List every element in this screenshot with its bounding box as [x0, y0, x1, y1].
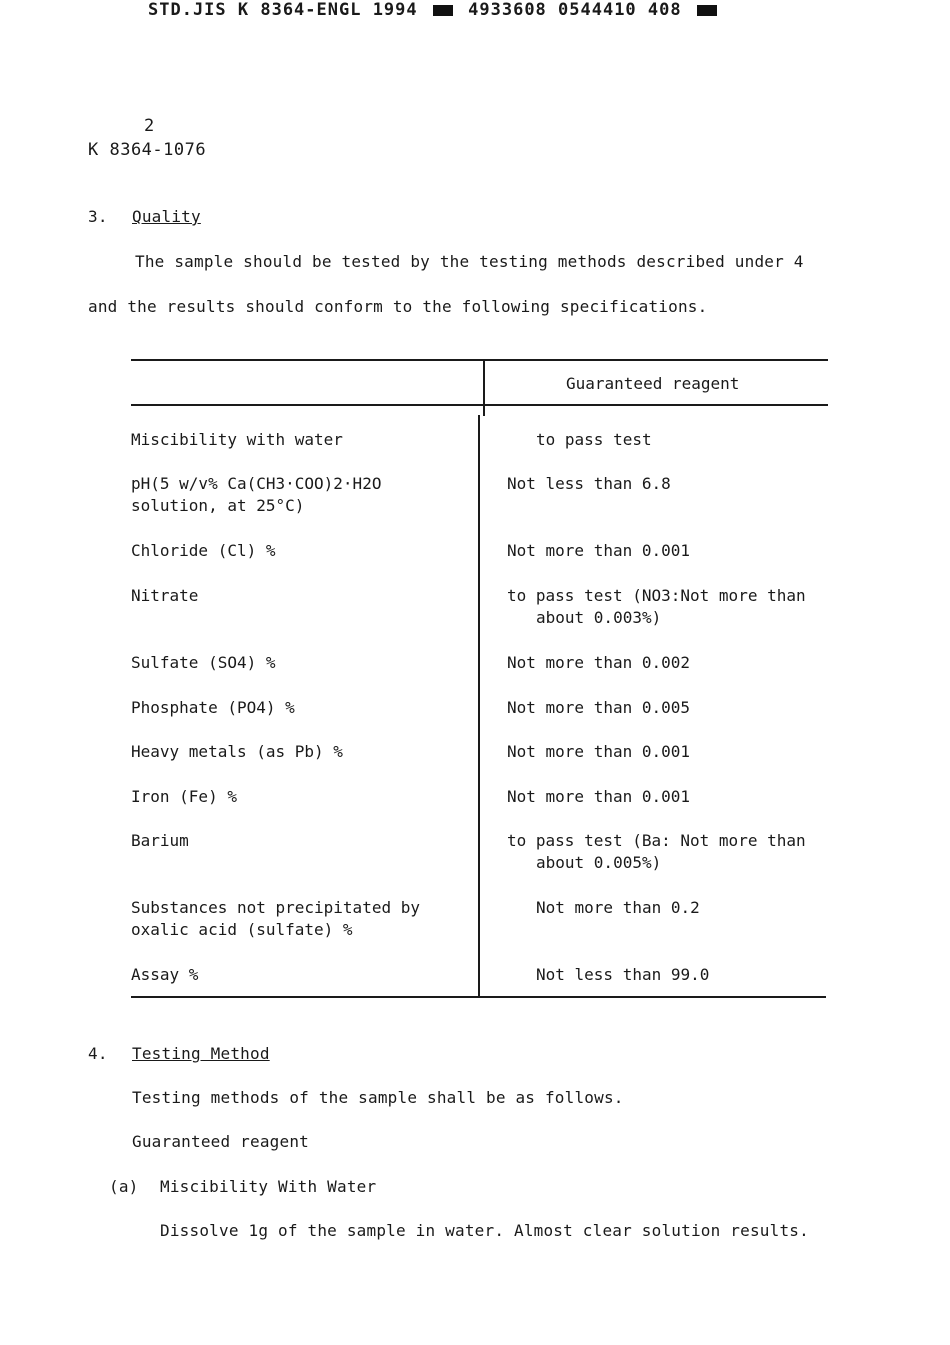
page-number: 2 — [144, 116, 155, 136]
table-row-spec: Not more than 0.002 — [507, 653, 691, 672]
section-3-paragraph-line-1: The sample should be tested by the testing methods described under 4 — [135, 252, 804, 271]
table-column-divider — [483, 360, 485, 416]
table-row-item: Assay % — [131, 965, 199, 984]
header-left: STD.JIS K 8364-ENGL 1994 — [148, 0, 418, 20]
table-row-item: pH(5 w/v% Ca(CH3·COO)2·H2O — [131, 474, 382, 493]
section-4-number: 4. — [88, 1044, 108, 1063]
table-row-item: Chloride (Cl) % — [131, 541, 276, 560]
section-3-title: Quality — [132, 207, 201, 226]
scan-header — [148, 0, 721, 20]
item-a-text: Dissolve 1g of the sample in water. Almost clear solution results. — [160, 1221, 809, 1240]
table-row-item: Phosphate (PO4) % — [131, 698, 295, 717]
table-row-item: Heavy metals (as Pb) % — [131, 742, 343, 761]
section-3-paragraph-line-2: and the results should conform to the following specifications. — [88, 297, 708, 316]
table-top-rule — [131, 359, 828, 361]
table-column-header: Guaranteed reagent — [566, 374, 740, 393]
table-row-spec: Not more than 0.001 — [507, 742, 691, 761]
table-row-spec: Not more than 0.2 — [536, 898, 700, 917]
table-row-item: Barium — [131, 831, 189, 850]
table-row-item: oxalic acid (sulfate) % — [131, 920, 353, 939]
section-3-number: 3. — [88, 207, 108, 226]
item-a-label: (a) — [109, 1177, 139, 1196]
section-4-title: Testing Method — [132, 1044, 270, 1063]
table-row-spec: about 0.005%) — [536, 853, 662, 872]
redaction-block — [697, 5, 717, 16]
redaction-block — [433, 5, 453, 16]
table-column-divider — [478, 415, 480, 997]
table-row-item: solution, at 25°C) — [131, 496, 305, 515]
table-row-spec: Not more than 0.001 — [507, 541, 691, 560]
table-row-item: Nitrate — [131, 586, 199, 605]
table-row-item: Miscibility with water — [131, 430, 343, 449]
section-4-intro: Testing methods of the sample shall be as follows. — [132, 1088, 624, 1107]
table-row-item: Substances not precipitated by — [131, 898, 420, 917]
table-row-spec: to pass test (NO3:Not more than — [507, 586, 806, 605]
header-middle: 4933608 0544410 408 — [468, 0, 682, 20]
table-row-spec: about 0.003%) — [536, 608, 662, 627]
table-row-item: Iron (Fe) % — [131, 787, 237, 806]
table-row-item: Sulfate (SO4) % — [131, 653, 276, 672]
section-4-subheading: Guaranteed reagent — [132, 1132, 309, 1151]
table-row-spec: Not less than 6.8 — [507, 474, 671, 493]
table-row-spec: Not less than 99.0 — [536, 965, 710, 984]
document-id: K 8364-1076 — [88, 140, 207, 160]
table-row-spec: Not more than 0.001 — [507, 787, 691, 806]
table-row-spec: to pass test (Ba: Not more than — [507, 831, 806, 850]
table-row-spec: to pass test — [536, 430, 652, 449]
table-header-rule — [131, 404, 828, 406]
table-row-spec: Not more than 0.005 — [507, 698, 691, 717]
item-a-title: Miscibility With Water — [160, 1177, 377, 1196]
